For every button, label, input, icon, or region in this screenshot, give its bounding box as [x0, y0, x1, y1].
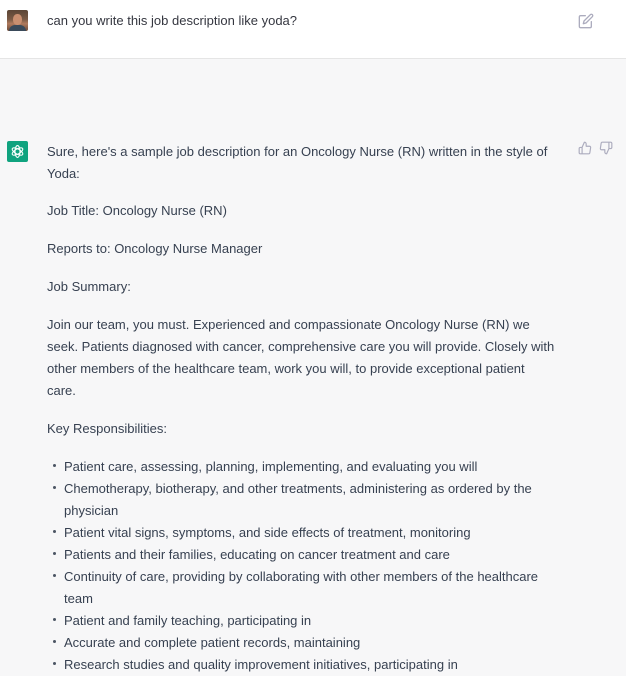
- user-message: [0, 0, 626, 59]
- list-item: Continuity of care, providing by collaborating with other members of the healthcare team: [64, 566, 557, 610]
- thumbs-down-icon[interactable]: [599, 141, 613, 155]
- reports-to-line: Reports to: Oncology Nurse Manager: [47, 241, 263, 256]
- responsibilities-list: [47, 456, 557, 676]
- summary-heading: Job Summary:: [47, 279, 131, 294]
- intro-text: Sure, here's a sample job description for an Oncology Nurse (RN) written in the style of Yoda:: [47, 144, 548, 181]
- assistant-message: [0, 59, 626, 672]
- list-item: Patient vital signs, symptoms, and side effects of treatment, monitoring: [64, 522, 557, 544]
- assistant-message-content: [47, 141, 557, 676]
- user-message-text: can you write this job description like yoda?: [47, 13, 298, 28]
- summary-paragraph: Join our team, you must. Experienced and compassionate Oncology Nurse (RN) we seek. Patients diagnosed with cancer, comprehensive care you will provide. Closely with other members of the healthcare team, work you will, to provide exceptional patient care.: [47, 317, 555, 398]
- responsibilities-heading: Key Responsibilities:: [47, 421, 167, 436]
- list-item: Patients and their families, educating on cancer treatment and care: [64, 544, 557, 566]
- user-avatar: [7, 10, 28, 31]
- list-item: Patient care, assessing, planning, implementing, and evaluating you will: [64, 456, 557, 478]
- list-item: Patient and family teaching, participating in: [64, 610, 557, 632]
- list-item: Research studies and quality improvement initiatives, participating in: [64, 654, 557, 676]
- edit-icon[interactable]: [578, 13, 594, 29]
- openai-logo-icon: [7, 141, 28, 162]
- list-item: Accurate and complete patient records, maintaining: [64, 632, 557, 654]
- job-title-line: Job Title: Oncology Nurse (RN): [47, 203, 227, 218]
- thumbs-up-icon[interactable]: [578, 141, 592, 155]
- list-item: Chemotherapy, biotherapy, and other treatments, administering as ordered by the physician: [64, 478, 557, 522]
